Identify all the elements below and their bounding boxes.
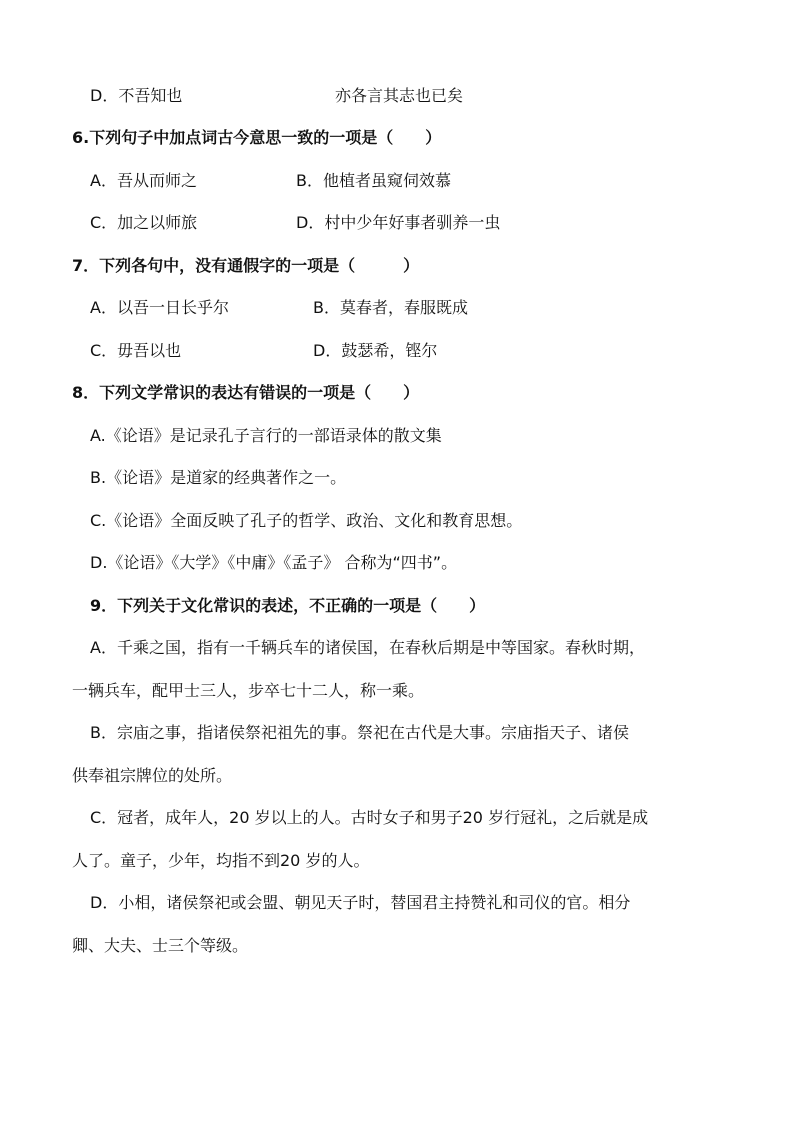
q8-option-a: A.《论语》是记录孔子言行的一部语录体的散文集 bbox=[90, 426, 442, 445]
q6-option-c: C．加之以师旅 bbox=[90, 213, 198, 232]
q9-option-a-line-2: 一辆兵车，配甲士三人，步卒七十二人，称一乘。 bbox=[72, 681, 425, 700]
q9-option-c-line-2: 人了。童子，少年，均指不到20 岁的人。 bbox=[72, 851, 370, 870]
q9-option-d-line-2: 卿、大夫、士三个等级。 bbox=[72, 936, 249, 955]
q7-option-d: D．鼓瑟希，铿尔 bbox=[313, 341, 438, 360]
q8-option-d: D.《论语》《大学》《中庸》《孟子》 合称为“四书”。 bbox=[90, 553, 458, 572]
q6-option-d: D．村中少年好事者驯养一虫 bbox=[296, 213, 501, 232]
q5-option-d-continuation: 亦各言其志也已矣 bbox=[335, 86, 464, 105]
question-7-stem: 7．下列各句中，没有通假字的一项是（ ） bbox=[72, 256, 420, 275]
q9-option-c-line-1: C．冠者，成年人，20 岁以上的人。古时女子和男子20 岁行冠礼，之后就是成 bbox=[90, 808, 649, 827]
question-8-stem: 8．下列文学常识的表达有错误的一项是（ ） bbox=[72, 383, 420, 402]
q7-option-c: C．毋吾以也 bbox=[90, 341, 182, 360]
q6-option-a: A．吾从而师之 bbox=[90, 171, 197, 190]
q9-option-a-line-1: A．千乘之国，指有一千辆兵车的诸侯国，在春秋后期是中等国家。春秋时期， bbox=[90, 638, 645, 657]
q8-option-c: C.《论语》全面反映了孔子的哲学、政治、文化和教育思想。 bbox=[90, 511, 523, 530]
q5-option-d: D．不吾知也 bbox=[90, 86, 183, 105]
q9-option-b-line-2: 供奉祖宗牌位的处所。 bbox=[72, 766, 233, 785]
question-9-stem: 9．下列关于文化常识的表述，不正确的一项是（ ） bbox=[90, 596, 486, 615]
q9-option-b-line-1: B．宗庙之事，指诸侯祭祀祖先的事。祭祀在古代是大事。宗庙指天子、诸侯 bbox=[90, 723, 629, 742]
q9-option-d-line-1: D．小相，诸侯祭祀或会盟、朝见天子时，替国君主持赞礼和司仪的官。相分 bbox=[90, 893, 631, 912]
q7-option-b: B．莫春者，春服既成 bbox=[313, 298, 468, 317]
q8-option-b: B.《论语》是道家的经典著作之一。 bbox=[90, 468, 347, 487]
q7-option-a: A．以吾一日长乎尔 bbox=[90, 298, 229, 317]
question-6-stem: 6.下列句子中加点词古今意思一致的一项是（ ） bbox=[72, 128, 442, 147]
q6-option-b: B．他植者虽窥伺效慕 bbox=[296, 171, 451, 190]
